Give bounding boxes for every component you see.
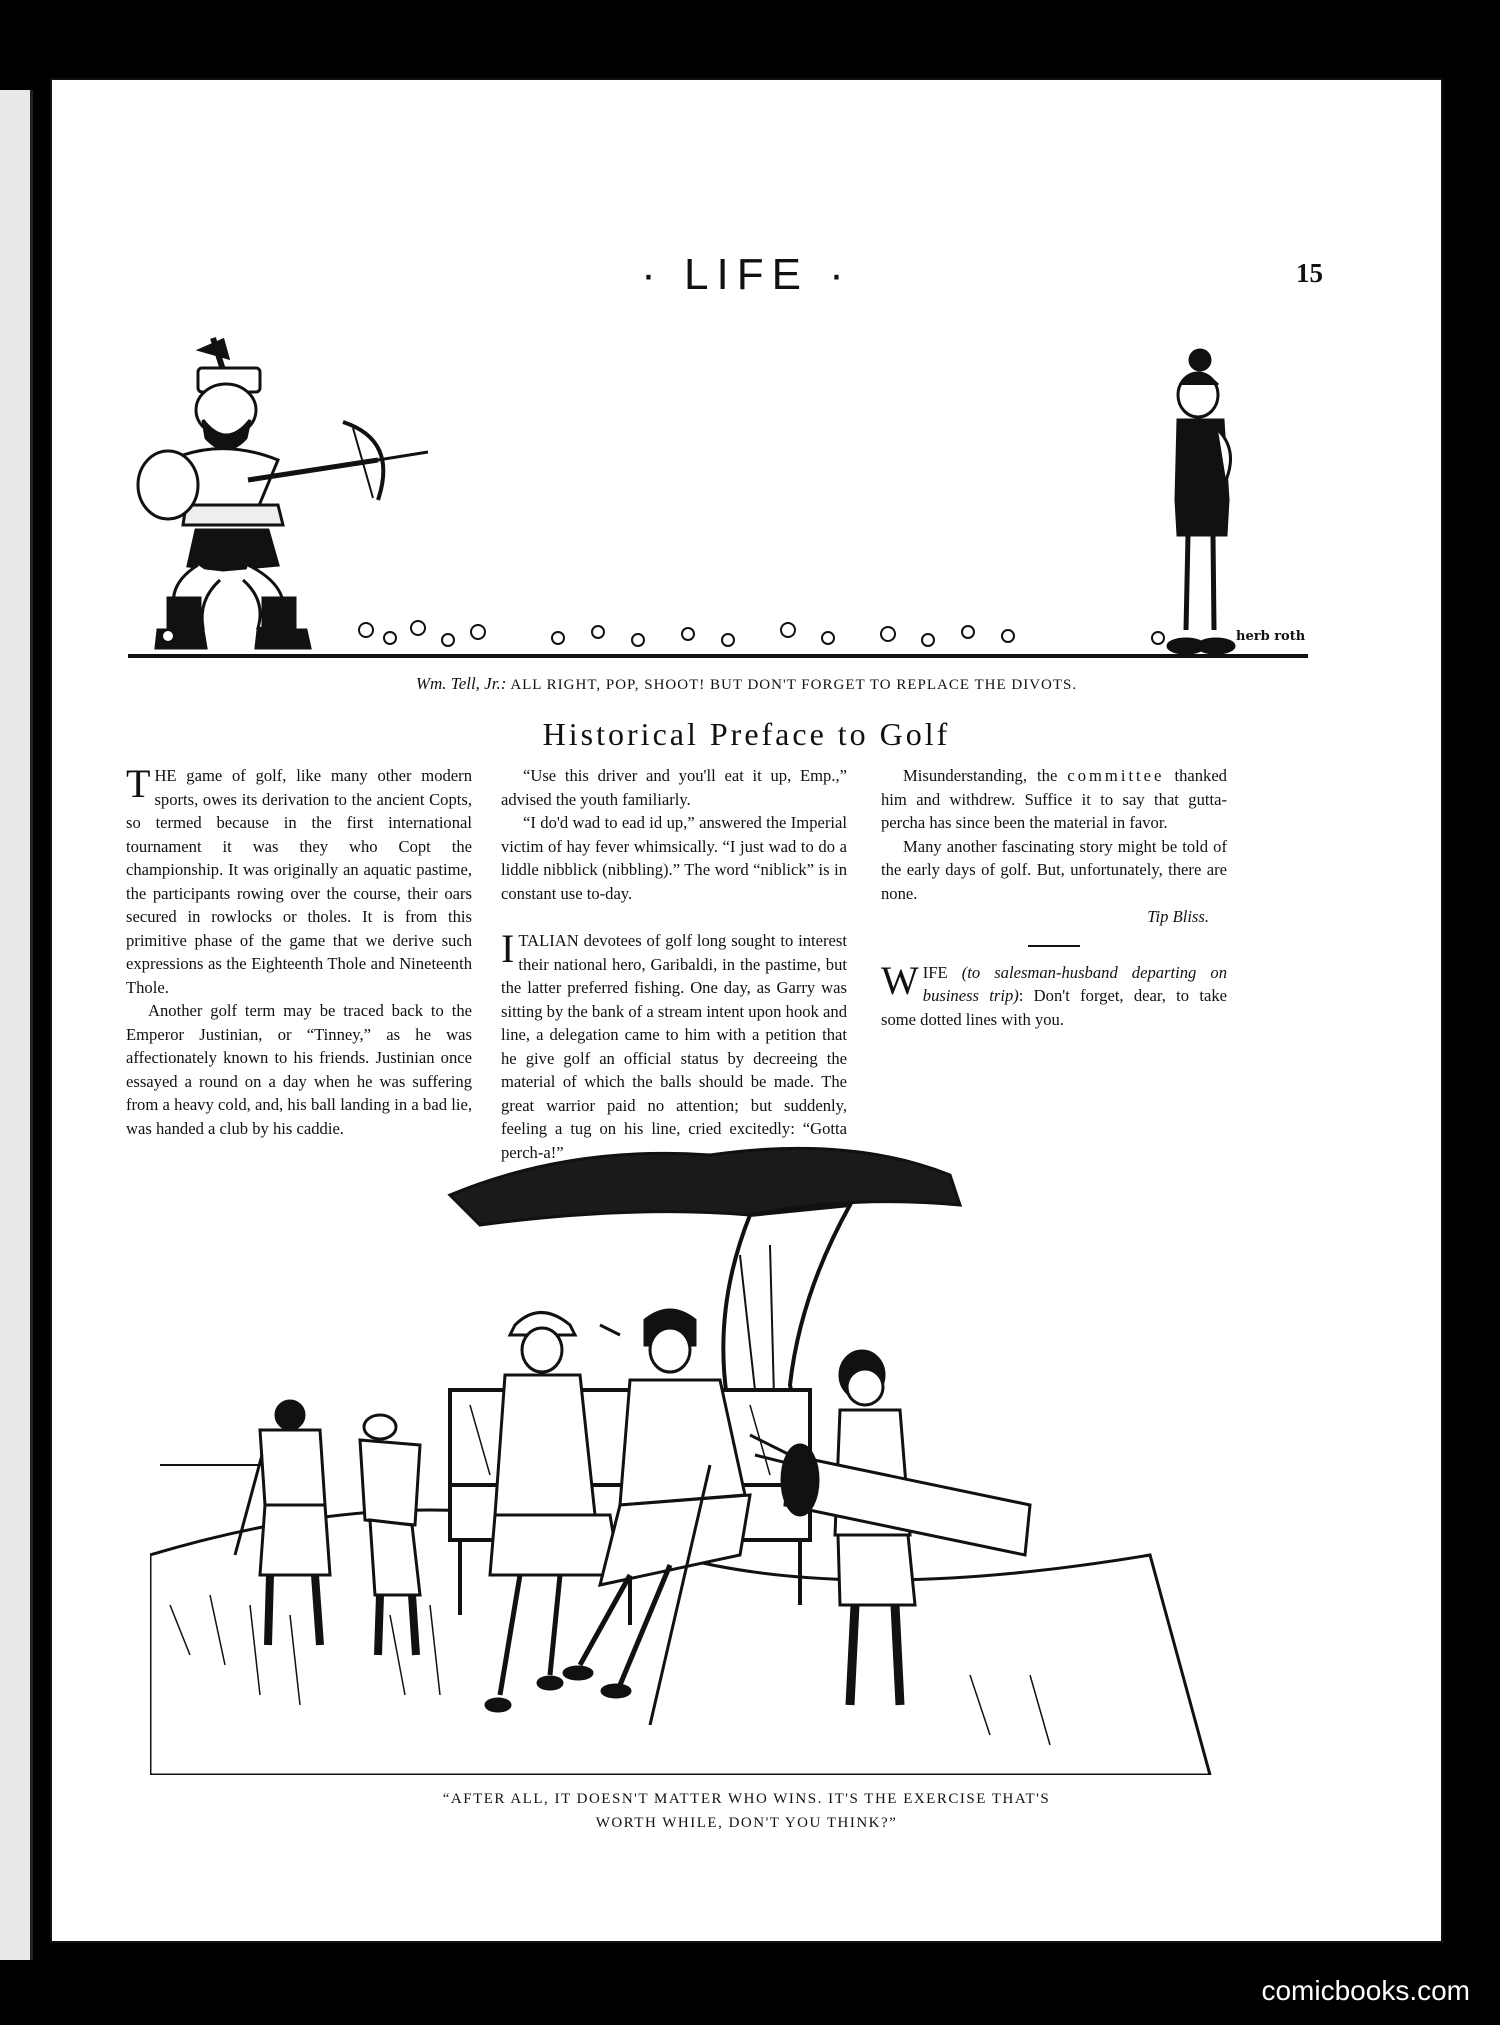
article-column-3 — [881, 764, 1227, 1031]
boy-figure — [1168, 350, 1234, 653]
article-paragraph-7: Many another fascinating story might be told of the early days of golf. But, unfortunately, there are none. — [881, 836, 1227, 903]
artist-signature: herb roth — [1236, 629, 1306, 644]
article-column-1 — [126, 761, 472, 1140]
father-figure — [138, 338, 428, 648]
paragraph-text: thanked him and withdrew. Suffice it to say that gutta-percha has since been the material in favor. — [881, 766, 1227, 832]
stage-direction: (to salesman-husband departing on business trip) — [922, 962, 1227, 1005]
joke-text: : Don't forget, dear, to take some dotted lines with you. — [881, 986, 1227, 1029]
top-cartoon-caption — [52, 674, 1441, 694]
paragraph-text: TALIAN devotees of golf long sought to interest their national hero, Garibaldi, in the pastime, but the latter preferred fishing. One day, as Garry was sitting by the bank of a stream intent upon hook and line, a delegation came to him with a petition that he give golf an official status by decreeing the material of which the balls should be made. The great warrior paid no attention; but suddenly, feeling a tug on his line, cried excitedly: “Gotta perch-a!” — [501, 931, 847, 1162]
paragraph-text: HE game of golf, like many other modern sports, owes its derivation to the ancient Copts, so termed because in the first international tournament it was they who Copt the championship. It was originally an aquatic pastime, the participants rowing over the course, their oars secured in rowlocks or tholes. It is from this primitive phase of the game that we derive such expressions as the Eighteenth Thole and Nineteenth Thole. — [126, 766, 472, 997]
caption-text: ALL RIGHT, POP, SHOOT! BUT DON'T FORGET TO REPLACE THE DIVOTS. — [510, 677, 1078, 693]
drop-cap: W — [881, 957, 919, 1003]
article-paragraph-5 — [501, 926, 847, 1164]
joke-lead: IFE — [922, 962, 948, 982]
caption-line-2: WORTH WHILE, DON'T YOU THINK?” — [595, 1815, 898, 1831]
caption-speaker: Wm. Tell, Jr.: — [415, 674, 507, 693]
article-paragraph-2: Another golf term may be traced back to the Emperor Justinian, or “Tinney,” as he was affectionately known to his friends. Justinian once essayed a round on a day when he was suffering from a heavy cold, and, his ball landing in a bad lie, was handed a club by his caddie. — [126, 1001, 472, 1138]
article-title: Historical Preface to Golf — [542, 716, 951, 752]
author-signature: Tip Bliss. — [1147, 907, 1209, 926]
drop-cap: I — [501, 926, 515, 971]
article-paragraph-6 — [881, 764, 1227, 835]
paragraph-text: Misunderstanding, the — [903, 766, 1068, 785]
section-divider — [1028, 945, 1080, 947]
drop-cap: T — [126, 761, 151, 806]
article-column-2 — [501, 764, 847, 1164]
flower-border — [162, 621, 1164, 646]
article-paragraph-4: “I do'd wad to ead id up,” answered the Imperial victim of hay fever whimsically. “I just wad to do a liddle nibblick (nibbling).” The word “niblick” is in constant use to-day. — [501, 813, 847, 903]
tree-canopy — [450, 1148, 960, 1225]
bottom-cartoon-caption — [52, 1787, 1441, 1835]
masthead: · LIFE · — [641, 250, 852, 299]
wife-joke — [881, 957, 1227, 1032]
site-watermark: comicbooks.com — [1261, 1975, 1470, 2006]
article-paragraph-3: “Use this driver and you'll eat it up, Emp.,” advised the youth familiarly. — [501, 766, 847, 809]
adjacent-page-edge — [0, 90, 33, 1960]
magazine-page — [50, 78, 1443, 1943]
caption-line-1: “AFTER ALL, IT DOESN'T MATTER WHO WINS. IT'S THE EXERCISE THAT'S — [442, 1791, 1051, 1807]
spaced-word: committee — [1067, 766, 1165, 785]
top-cartoon-illustration — [128, 330, 1308, 670]
article-paragraph-1 — [126, 761, 472, 999]
page-number: 15 — [1296, 258, 1323, 288]
bottom-cartoon-illustration — [150, 1135, 1220, 1775]
